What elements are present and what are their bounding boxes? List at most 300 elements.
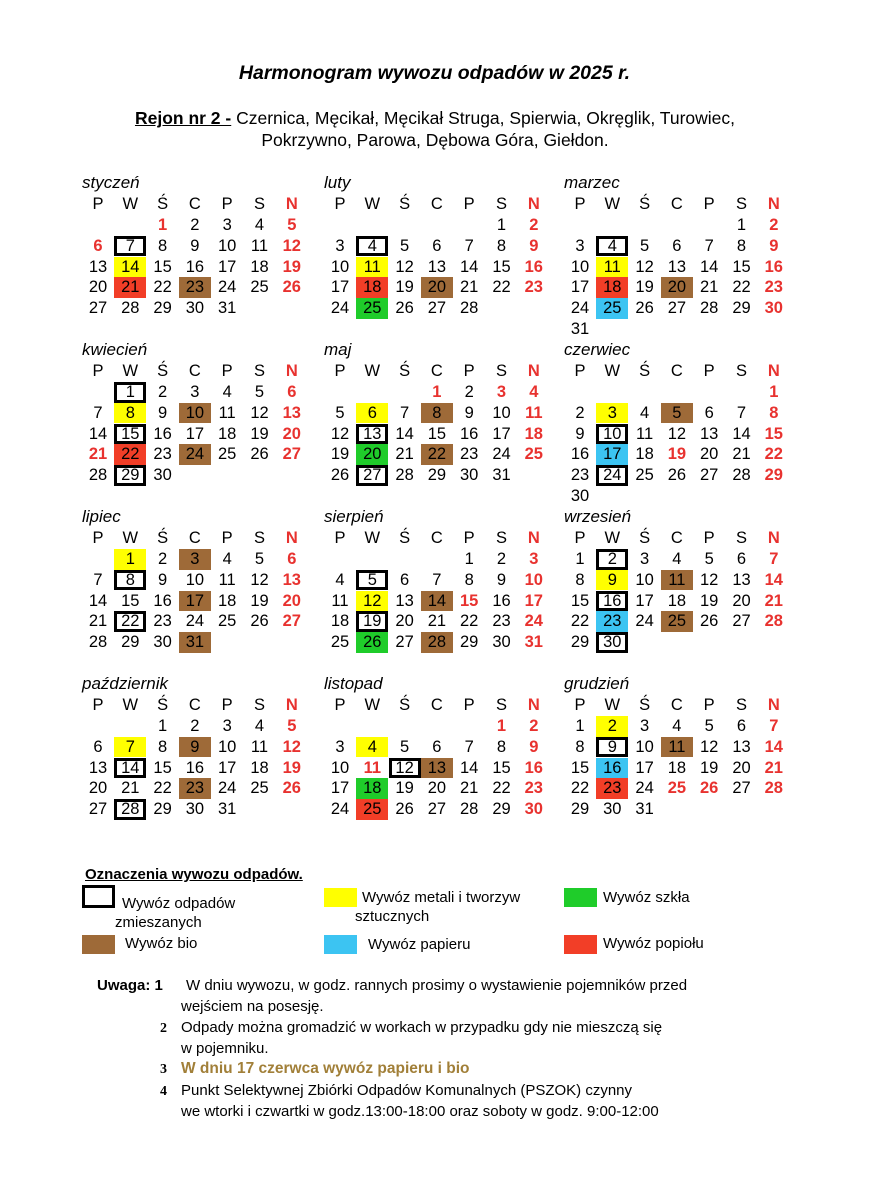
day-cell: 20 bbox=[732, 591, 751, 610]
day-cell: 12 bbox=[282, 236, 301, 255]
day-cell: 7 bbox=[704, 236, 714, 255]
day-cell: 23 bbox=[460, 445, 479, 464]
month-10 bbox=[82, 674, 314, 839]
day-cell: 10 bbox=[218, 737, 237, 756]
day-cell-paper: 25 bbox=[596, 298, 628, 319]
weekday-header: N bbox=[767, 529, 780, 547]
day-cell: 21 bbox=[732, 445, 751, 464]
day-cell: 26 bbox=[700, 779, 719, 798]
day-cell: 19 bbox=[250, 591, 269, 610]
day-cell-mixed: 16 bbox=[596, 591, 628, 612]
day-cell: 11 bbox=[218, 570, 236, 589]
day-cell: 16 bbox=[153, 424, 172, 443]
weekday-header: C bbox=[188, 362, 201, 380]
day-cell: 27 bbox=[427, 800, 447, 819]
day-cell: 12 bbox=[250, 570, 269, 589]
day-cell: 18 bbox=[218, 424, 237, 443]
day-cell-mixed: 10 bbox=[596, 424, 628, 445]
day-cell: 15 bbox=[764, 424, 783, 443]
day-cell: 28 bbox=[732, 466, 751, 485]
weekday-header: C bbox=[670, 696, 683, 714]
day-cell: 23 bbox=[153, 612, 172, 631]
month-9 bbox=[564, 507, 796, 672]
day-cell: 7 bbox=[93, 570, 103, 589]
day-cell: 16 bbox=[153, 591, 172, 610]
day-cell: 17 bbox=[492, 424, 511, 443]
day-cell: 31 bbox=[492, 466, 511, 485]
day-cell: 19 bbox=[700, 758, 719, 777]
day-cell: 2 bbox=[575, 403, 585, 422]
day-cell: 11 bbox=[218, 403, 236, 422]
day-cell: 19 bbox=[250, 424, 269, 443]
weekday-header: P bbox=[221, 696, 233, 714]
note-2-line2: w pojemniku. bbox=[181, 1040, 269, 1057]
day-cell: 14 bbox=[460, 758, 479, 777]
weekday-header: N bbox=[527, 529, 540, 547]
day-cell-bio: 25 bbox=[661, 611, 693, 632]
day-cell: 28 bbox=[764, 779, 783, 798]
day-cell: 19 bbox=[395, 779, 414, 798]
day-cell: 14 bbox=[460, 257, 479, 276]
weekday-header: W bbox=[604, 696, 621, 714]
weekday-header: S bbox=[495, 362, 507, 380]
day-cell: 29 bbox=[121, 633, 140, 652]
legend-mixed-line2: zmieszanych bbox=[115, 914, 202, 931]
weekday-header: S bbox=[735, 529, 747, 547]
mixed-waste-swatch bbox=[82, 885, 115, 908]
day-cell-ash: 21 bbox=[114, 277, 146, 298]
day-cell: 30 bbox=[153, 466, 172, 485]
weekday-header: C bbox=[430, 195, 443, 213]
day-cell: 10 bbox=[635, 737, 654, 756]
region-towns-line1: Czernica, Męcikał, Męcikał Struga, Spierwia, Okręglik, Turowiec, bbox=[231, 108, 736, 128]
day-cell: 12 bbox=[250, 403, 269, 422]
day-cell-mixed: 22 bbox=[114, 611, 146, 632]
day-cell-bio: 20 bbox=[421, 277, 453, 298]
weekday-header: P bbox=[334, 696, 346, 714]
day-cell: 26 bbox=[700, 612, 719, 631]
weekday-header: Ś bbox=[639, 529, 651, 547]
day-cell: 9 bbox=[464, 403, 474, 422]
day-cell-paper: 16 bbox=[596, 758, 628, 779]
day-cell-bio: 3 bbox=[179, 549, 211, 570]
day-cell: 3 bbox=[529, 550, 539, 568]
weekday-header: W bbox=[364, 529, 381, 547]
day-cell: 3 bbox=[640, 550, 650, 568]
day-cell: 20 bbox=[88, 779, 108, 798]
day-cell-glass: 26 bbox=[356, 632, 388, 653]
weekday-header: Ś bbox=[639, 195, 651, 213]
day-cell: 5 bbox=[704, 550, 714, 568]
day-cell: 24 bbox=[635, 779, 654, 798]
weekday-header: C bbox=[188, 696, 201, 714]
day-cell: 22 bbox=[153, 278, 172, 297]
day-cell: 25 bbox=[667, 779, 687, 798]
note-1-line1: W dniu wywozu, w godz. rannych prosimy o wystawienie pojemników przed bbox=[186, 977, 688, 994]
day-cell-mixed: 14 bbox=[114, 758, 146, 779]
weekday-header: N bbox=[527, 362, 540, 380]
day-cell: 18 bbox=[667, 758, 687, 777]
day-cell: 4 bbox=[254, 717, 265, 735]
day-cell: 8 bbox=[496, 236, 507, 255]
day-cell: 4 bbox=[640, 403, 650, 422]
day-cell: 21 bbox=[700, 278, 719, 297]
weekday-header: P bbox=[221, 195, 233, 213]
day-cell: 18 bbox=[635, 445, 654, 464]
day-cell: 23 bbox=[524, 278, 543, 297]
weekday-header: P bbox=[334, 195, 346, 213]
day-cell-metal: 1 bbox=[114, 549, 146, 570]
day-cell: 24 bbox=[330, 299, 350, 318]
day-cell: 16 bbox=[492, 591, 511, 610]
day-cell-ash: 18 bbox=[356, 277, 388, 298]
day-cell: 17 bbox=[218, 758, 237, 777]
day-cell: 16 bbox=[185, 257, 205, 276]
weekday-header: N bbox=[285, 362, 298, 380]
weekday-header: Ś bbox=[157, 529, 169, 547]
day-cell-paper: 17 bbox=[596, 444, 628, 465]
day-cell: 25 bbox=[250, 779, 269, 798]
weekday-header: N bbox=[767, 696, 780, 714]
month-8 bbox=[324, 507, 556, 672]
day-cell: 26 bbox=[395, 299, 414, 318]
day-cell: 22 bbox=[153, 779, 172, 798]
day-cell: 6 bbox=[736, 717, 747, 735]
day-cell: 26 bbox=[667, 466, 687, 485]
day-cell-metal: 8 bbox=[114, 403, 146, 424]
weekday-header: Ś bbox=[157, 696, 169, 714]
weekday-header: Ś bbox=[157, 195, 169, 213]
weekday-header: N bbox=[527, 696, 540, 714]
weekday-header: C bbox=[188, 195, 201, 213]
weekday-header: S bbox=[495, 195, 507, 213]
day-cell: 13 bbox=[700, 424, 719, 443]
day-cell: 31 bbox=[570, 320, 590, 338]
day-cell: 25 bbox=[218, 612, 237, 631]
day-cell: 13 bbox=[88, 257, 108, 276]
day-cell: 11 bbox=[636, 424, 654, 443]
weekday-header: P bbox=[334, 362, 346, 380]
weekday-header: P bbox=[334, 529, 346, 547]
day-cell: 17 bbox=[185, 424, 205, 443]
day-cell: 3 bbox=[222, 717, 232, 735]
day-cell: 1 bbox=[158, 216, 168, 234]
month-11 bbox=[324, 674, 556, 839]
day-cell: 8 bbox=[736, 236, 747, 255]
day-cell: 14 bbox=[764, 570, 783, 589]
day-cell: 9 bbox=[190, 236, 200, 255]
day-cell: 30 bbox=[153, 633, 172, 652]
weekday-header: N bbox=[527, 195, 540, 213]
month-name: listopad bbox=[324, 674, 383, 693]
day-cell: 7 bbox=[400, 403, 410, 422]
day-cell: 6 bbox=[704, 403, 714, 422]
weekday-header: Ś bbox=[399, 195, 411, 213]
day-cell: 11 bbox=[525, 403, 543, 422]
day-cell: 3 bbox=[640, 717, 650, 735]
day-cell: 3 bbox=[190, 383, 200, 401]
day-cell: 31 bbox=[635, 800, 654, 819]
note-2-number: 2 bbox=[160, 1021, 167, 1036]
day-cell: 5 bbox=[400, 737, 410, 756]
day-cell: 30 bbox=[185, 800, 205, 819]
day-cell: 10 bbox=[524, 570, 543, 589]
day-cell: 3 bbox=[222, 216, 232, 234]
day-cell: 15 bbox=[492, 758, 511, 777]
glass-swatch bbox=[564, 888, 597, 907]
day-cell: 10 bbox=[330, 758, 350, 777]
day-cell-mixed: 4 bbox=[356, 236, 388, 257]
day-cell: 28 bbox=[764, 612, 783, 631]
day-cell: 21 bbox=[121, 779, 140, 798]
region-label: Rejon nr 2 - bbox=[134, 108, 232, 128]
day-cell: 10 bbox=[635, 570, 654, 589]
month-name: grudzień bbox=[564, 674, 630, 693]
weekday-header: W bbox=[122, 529, 139, 547]
weekday-header: S bbox=[735, 696, 747, 714]
day-cell: 30 bbox=[764, 299, 783, 318]
day-cell: 15 bbox=[153, 257, 172, 276]
note-4-number: 4 bbox=[160, 1084, 167, 1099]
day-cell: 17 bbox=[218, 257, 237, 276]
day-cell: 13 bbox=[395, 591, 414, 610]
day-cell-metal: 11 bbox=[356, 257, 388, 278]
day-cell: 17 bbox=[635, 758, 654, 777]
day-cell: 31 bbox=[218, 299, 237, 318]
day-cell-bio: 31 bbox=[179, 632, 211, 653]
day-cell: 26 bbox=[250, 612, 269, 631]
day-cell: 24 bbox=[330, 800, 350, 819]
day-cell: 12 bbox=[395, 257, 414, 276]
legend-ash: Wywóz popiołu bbox=[603, 935, 704, 952]
day-cell-bio: 10 bbox=[179, 403, 211, 424]
day-cell: 23 bbox=[492, 612, 511, 631]
day-cell: 18 bbox=[330, 612, 350, 631]
day-cell: 3 bbox=[496, 383, 507, 401]
weekday-header: P bbox=[221, 529, 233, 547]
day-cell: 29 bbox=[492, 800, 511, 819]
day-cell: 24 bbox=[185, 612, 205, 631]
day-cell: 16 bbox=[524, 758, 543, 777]
day-cell: 31 bbox=[524, 633, 543, 652]
weekday-header: C bbox=[430, 362, 443, 380]
day-cell: 21 bbox=[764, 758, 783, 777]
day-cell: 14 bbox=[88, 591, 108, 610]
day-cell: 6 bbox=[432, 236, 442, 255]
day-cell: 22 bbox=[570, 612, 590, 631]
day-cell: 17 bbox=[330, 278, 350, 297]
day-cell: 20 bbox=[732, 758, 751, 777]
month-name: styczeń bbox=[82, 173, 140, 192]
day-cell: 16 bbox=[524, 257, 543, 276]
day-cell: 20 bbox=[88, 278, 108, 297]
weekday-header: W bbox=[122, 362, 139, 380]
weekday-header: W bbox=[122, 696, 139, 714]
weekday-header: P bbox=[574, 529, 586, 547]
day-cell-mixed: 30 bbox=[596, 632, 628, 653]
day-cell: 23 bbox=[570, 466, 590, 485]
day-cell: 9 bbox=[158, 403, 168, 422]
weekday-header: W bbox=[604, 529, 621, 547]
day-cell: 12 bbox=[282, 737, 301, 756]
day-cell: 18 bbox=[524, 424, 543, 443]
day-cell: 12 bbox=[700, 570, 719, 589]
note-1-line2: wejściem na posesję. bbox=[181, 998, 324, 1015]
day-cell-bio: 24 bbox=[179, 444, 211, 465]
paper-swatch bbox=[324, 935, 357, 954]
day-cell: 10 bbox=[330, 257, 350, 276]
day-cell: 21 bbox=[427, 612, 447, 631]
day-cell: 5 bbox=[254, 383, 265, 401]
weekday-header: N bbox=[285, 529, 298, 547]
day-cell: 14 bbox=[88, 424, 108, 443]
day-cell: 1 bbox=[432, 383, 442, 401]
day-cell: 25 bbox=[635, 466, 654, 485]
day-cell: 29 bbox=[460, 633, 479, 652]
legend-bio: Wywóz bio bbox=[125, 935, 198, 952]
weekday-header: N bbox=[767, 195, 780, 213]
legend-metal-line2: sztucznych bbox=[355, 908, 430, 925]
day-cell: 6 bbox=[93, 236, 103, 255]
day-cell: 26 bbox=[282, 278, 301, 297]
day-cell: 24 bbox=[218, 278, 237, 297]
day-cell: 15 bbox=[570, 591, 590, 610]
day-cell: 20 bbox=[282, 424, 301, 443]
day-cell: 9 bbox=[496, 570, 507, 589]
day-cell-bio: 9 bbox=[179, 737, 211, 758]
day-cell: 12 bbox=[330, 424, 350, 443]
day-cell: 21 bbox=[460, 779, 479, 798]
day-cell: 17 bbox=[570, 278, 590, 297]
day-cell: 7 bbox=[769, 550, 779, 568]
weekday-header: S bbox=[735, 195, 747, 213]
day-cell-metal: 12 bbox=[356, 591, 388, 612]
region-towns-line2: Pokrzywno, Parowa, Dębowa Góra, Giełdon. bbox=[261, 130, 609, 150]
day-cell-mixed: 5 bbox=[356, 570, 388, 591]
month-12 bbox=[564, 674, 796, 839]
day-cell-mixed: 12 bbox=[389, 758, 421, 779]
weekday-header: W bbox=[364, 362, 381, 380]
weekday-header: S bbox=[735, 362, 747, 380]
day-cell: 9 bbox=[575, 424, 585, 443]
day-cell-metal: 9 bbox=[596, 570, 628, 591]
day-cell: 17 bbox=[635, 591, 654, 610]
day-cell: 14 bbox=[732, 424, 751, 443]
day-cell-ash: 18 bbox=[596, 277, 628, 298]
day-cell: 10 bbox=[218, 236, 237, 255]
weekday-header: P bbox=[92, 362, 104, 380]
month-4 bbox=[82, 340, 314, 505]
day-cell-bio: 14 bbox=[421, 591, 453, 612]
day-cell: 29 bbox=[570, 633, 590, 652]
weekday-header: S bbox=[253, 529, 265, 547]
day-cell: 7 bbox=[769, 717, 779, 735]
day-cell: 21 bbox=[764, 591, 783, 610]
day-cell: 22 bbox=[570, 779, 590, 798]
day-cell: 10 bbox=[185, 570, 205, 589]
day-cell-metal: 6 bbox=[356, 403, 388, 424]
day-cell-bio: 13 bbox=[421, 758, 453, 779]
weekday-header: W bbox=[604, 195, 621, 213]
day-cell-bio: 5 bbox=[661, 403, 693, 424]
day-cell-metal: 2 bbox=[596, 716, 628, 737]
day-cell: 21 bbox=[88, 445, 108, 464]
day-cell: 15 bbox=[427, 424, 447, 443]
day-cell: 8 bbox=[496, 737, 507, 756]
day-cell: 12 bbox=[635, 257, 654, 276]
weekday-header: N bbox=[767, 362, 780, 380]
day-cell-metal: 7 bbox=[114, 737, 146, 758]
weekday-header: P bbox=[703, 529, 715, 547]
ash-swatch bbox=[564, 935, 597, 954]
day-cell-glass: 25 bbox=[356, 298, 388, 319]
day-cell-metal: 11 bbox=[596, 257, 628, 278]
day-cell: 4 bbox=[254, 216, 265, 234]
day-cell: 14 bbox=[395, 424, 414, 443]
weekday-header: W bbox=[122, 195, 139, 213]
note-4-line2: we wtorki i czwartki w godz.13:00-18:00 oraz soboty w godz. 9:00-12:00 bbox=[181, 1103, 659, 1120]
day-cell: 24 bbox=[570, 299, 590, 318]
month-name: wrzesień bbox=[564, 507, 632, 526]
day-cell: 8 bbox=[158, 737, 168, 756]
day-cell: 15 bbox=[121, 591, 140, 610]
day-cell-bio: 28 bbox=[421, 632, 453, 653]
day-cell: 16 bbox=[460, 424, 479, 443]
day-cell: 4 bbox=[222, 550, 232, 568]
weekday-header: P bbox=[703, 195, 715, 213]
day-cell: 2 bbox=[464, 383, 474, 401]
day-cell: 1 bbox=[575, 717, 585, 735]
day-cell: 13 bbox=[667, 257, 687, 276]
day-cell-metal: 4 bbox=[356, 737, 388, 758]
day-cell: 27 bbox=[732, 612, 751, 631]
day-cell: 1 bbox=[575, 550, 585, 568]
day-cell: 19 bbox=[282, 758, 301, 777]
day-cell: 30 bbox=[492, 633, 511, 652]
day-cell: 5 bbox=[704, 717, 714, 735]
weekday-header: P bbox=[92, 529, 104, 547]
day-cell: 4 bbox=[222, 383, 232, 401]
day-cell-ash: 25 bbox=[356, 799, 388, 820]
day-cell: 29 bbox=[427, 466, 447, 485]
day-cell: 2 bbox=[158, 550, 168, 568]
weekday-header: P bbox=[92, 195, 104, 213]
weekday-header: N bbox=[285, 696, 298, 714]
day-cell-bio: 11 bbox=[661, 570, 693, 591]
month-name: sierpień bbox=[324, 507, 384, 526]
day-cell: 29 bbox=[153, 299, 172, 318]
day-cell: 11 bbox=[250, 236, 269, 255]
month-name: luty bbox=[324, 173, 351, 192]
weekday-header: W bbox=[364, 195, 381, 213]
day-cell: 13 bbox=[427, 257, 447, 276]
day-cell: 3 bbox=[335, 737, 345, 756]
day-cell: 23 bbox=[524, 779, 543, 798]
day-cell: 2 bbox=[158, 383, 168, 401]
day-cell: 29 bbox=[153, 800, 172, 819]
day-cell: 5 bbox=[287, 717, 297, 735]
day-cell: 19 bbox=[282, 257, 301, 276]
day-cell-mixed: 29 bbox=[114, 465, 146, 486]
weekday-header: Ś bbox=[399, 362, 411, 380]
day-cell: 18 bbox=[250, 758, 269, 777]
day-cell: 6 bbox=[93, 737, 103, 756]
day-cell: 30 bbox=[603, 800, 622, 819]
weekday-header: W bbox=[364, 696, 381, 714]
day-cell-bio: 23 bbox=[179, 778, 211, 799]
day-cell: 5 bbox=[254, 550, 265, 568]
day-cell-mixed: 27 bbox=[356, 465, 388, 486]
